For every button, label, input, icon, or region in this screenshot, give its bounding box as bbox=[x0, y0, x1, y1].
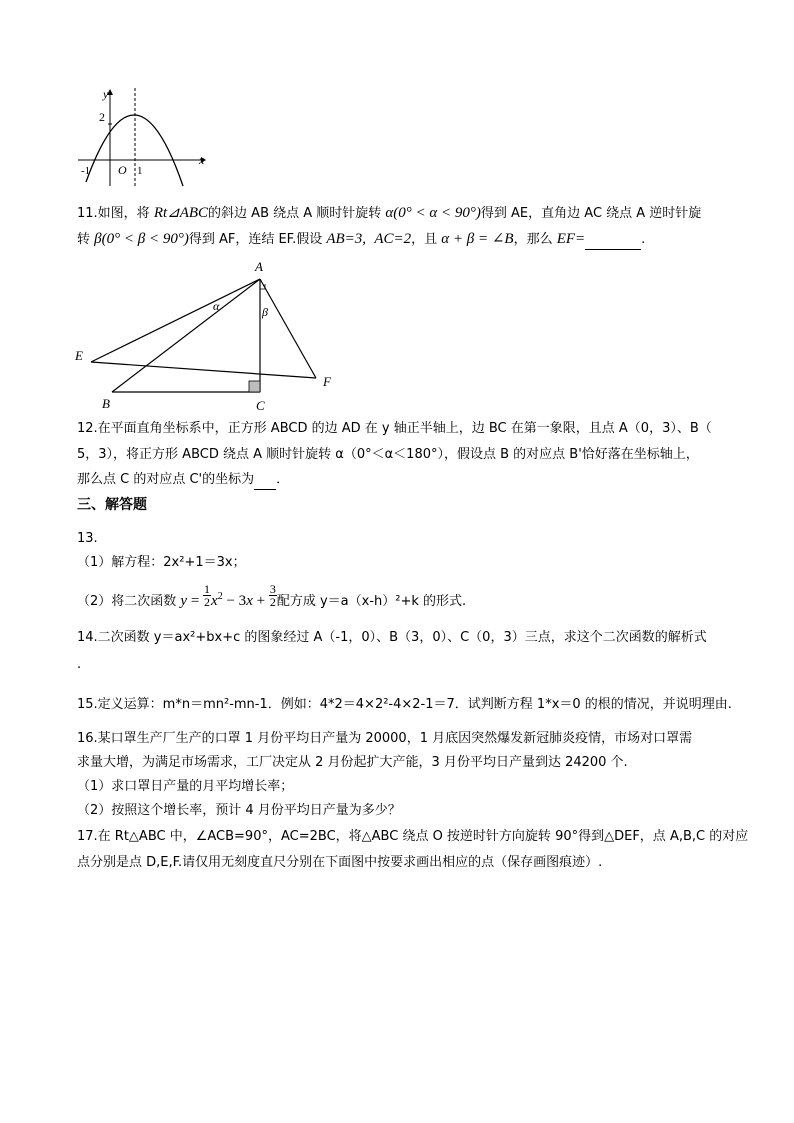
q11-text-a: 11.如图，将 bbox=[77, 206, 154, 221]
q17-line1: 17.在 Rt△ABC 中，∠ACB=90°，AC=2BC，将△ABC 绕点 O 按逆时针方向旋转 90°得到△DEF，点 A,B,C 的对应 bbox=[77, 829, 749, 844]
label-C: C bbox=[256, 398, 265, 413]
segment-EF bbox=[91, 362, 316, 378]
parabola-graph bbox=[75, 86, 210, 191]
triangle-figure bbox=[72, 256, 342, 416]
q13-part2-a: （2）将二次函数 bbox=[77, 594, 181, 609]
q11-ac-eq: AC=2 bbox=[374, 231, 412, 247]
tick-label-1: 1 bbox=[137, 165, 143, 177]
q11-alpha-range: α(0° < α < 90°) bbox=[385, 205, 481, 221]
q16-part2: （2）按照这个增长率，预计 4 月份平均日产量为多少？ bbox=[77, 803, 401, 818]
q14-line2: . bbox=[77, 657, 82, 672]
label-beta: β bbox=[262, 305, 268, 319]
q17-line2: 点分别是点 D,E,F.请仅用无刻度直尺分别在下面图中按要求画出相应的点（保存画图痕迹）. bbox=[77, 855, 603, 870]
q12-line1: 12.在平面直角坐标系中，正方形 ABCD 的边 AD 在 y 轴正半轴上，边 BC 在第一象限，且点 A（0，3）、B（ bbox=[77, 421, 712, 436]
y-axis-label: y bbox=[103, 87, 109, 101]
q12-text-a: 那么点 C 的对应点 C'的坐标为 bbox=[77, 472, 255, 487]
q16-line2: 求量大增，为满足市场需求，工厂决定从 2 月份起扩大产能，3 月份平均日产量到达 24200 个. bbox=[77, 755, 628, 770]
q13-part1: （1）解方程：2x²+1＝3x； bbox=[77, 555, 246, 570]
fraction-one-half: $\frac{1}{2}$ bbox=[204, 582, 211, 610]
label-F: F bbox=[323, 374, 331, 389]
q12-text-b: ． bbox=[276, 472, 290, 487]
q11-text-e: 得到 AF，连结 EF.假设 bbox=[188, 232, 327, 247]
q11-text-b: 的斜边 AB 绕点 A 顺时针旋转 bbox=[208, 206, 386, 221]
segment-AB bbox=[112, 279, 260, 392]
q13-number: 13. bbox=[77, 531, 98, 546]
q11-text-g: ，那么 bbox=[513, 232, 557, 247]
q13-part2-b: 配方成 y＝a（x-h）²+k 的形式. bbox=[276, 594, 467, 609]
q14-line1: 14.二次函数 y＝ax²+bx+c 的图象经过 A（-1，0）、B（3，0）、C（0，3）三点，求这个二次函数的解析式 bbox=[77, 630, 707, 645]
tick-label-neg1: -1 bbox=[81, 165, 91, 177]
quadratic-formula: y = $\frac{1}{2}$ $x^2 - 3x$ + $\frac{3}{2}$ bbox=[180, 582, 276, 610]
label-alpha: α bbox=[213, 299, 220, 313]
q11-answer-blank bbox=[585, 231, 641, 250]
q11-text-d: 转 bbox=[77, 232, 95, 247]
section-heading: 三、解答题 bbox=[77, 497, 147, 513]
q11-angle-eq: α + β = ∠B bbox=[441, 231, 514, 247]
q16-line1: 16.某口罩生产厂生产的口罩 1 月份平均日产量为 20000，1 月底因突然爆发新冠肺炎疫情，市场对口罩需 bbox=[77, 731, 693, 746]
q11-text-c: 得到 AE，直角边 AC 绕点 A 逆时针旋 bbox=[480, 206, 702, 221]
q11-ef-eq: EF= bbox=[556, 231, 586, 247]
fraction-three-halves: $\frac{3}{2}$ bbox=[269, 582, 276, 610]
segment-AE bbox=[91, 279, 260, 362]
label-E: E bbox=[75, 348, 83, 363]
q11-line2 bbox=[77, 230, 645, 250]
q11-end: . bbox=[641, 232, 646, 247]
label-A: A bbox=[255, 259, 263, 274]
segment-AF bbox=[260, 279, 316, 378]
q11-rt-triangle: Rt⊿ABC bbox=[153, 205, 209, 221]
q11-line1 bbox=[77, 204, 701, 223]
origin-label: O bbox=[118, 163, 127, 177]
label-B: B bbox=[102, 396, 110, 411]
q15-line1: 15.定义运算：m*n＝mn²-mn-1．例如：4*2＝4×2²-4×2-1＝7．试判断方程 1*x＝0 的根的情况，并说明理由. bbox=[77, 697, 732, 712]
q12-line3 bbox=[77, 471, 289, 490]
q11-beta-range: β(0° < β < 90°) bbox=[94, 231, 189, 247]
q16-part1: （1）求口罩日产量的月平均增长率； bbox=[77, 779, 294, 794]
q11-text-f: ，且 bbox=[411, 232, 442, 247]
q13-part2 bbox=[77, 582, 467, 611]
q12-line2: 5，3），将正方形 ABCD 绕点 A 顺时针旋转 α（0°＜α＜180°），假设点 B 的对应点 B'恰好落在坐标轴上， bbox=[77, 447, 699, 462]
x-axis-label: x bbox=[199, 153, 205, 167]
tick-label-2: 2 bbox=[99, 110, 105, 124]
q11-ab-eq: AB=3, bbox=[326, 231, 367, 247]
right-angle-mark bbox=[249, 381, 260, 392]
q12-answer-blank bbox=[254, 471, 276, 490]
